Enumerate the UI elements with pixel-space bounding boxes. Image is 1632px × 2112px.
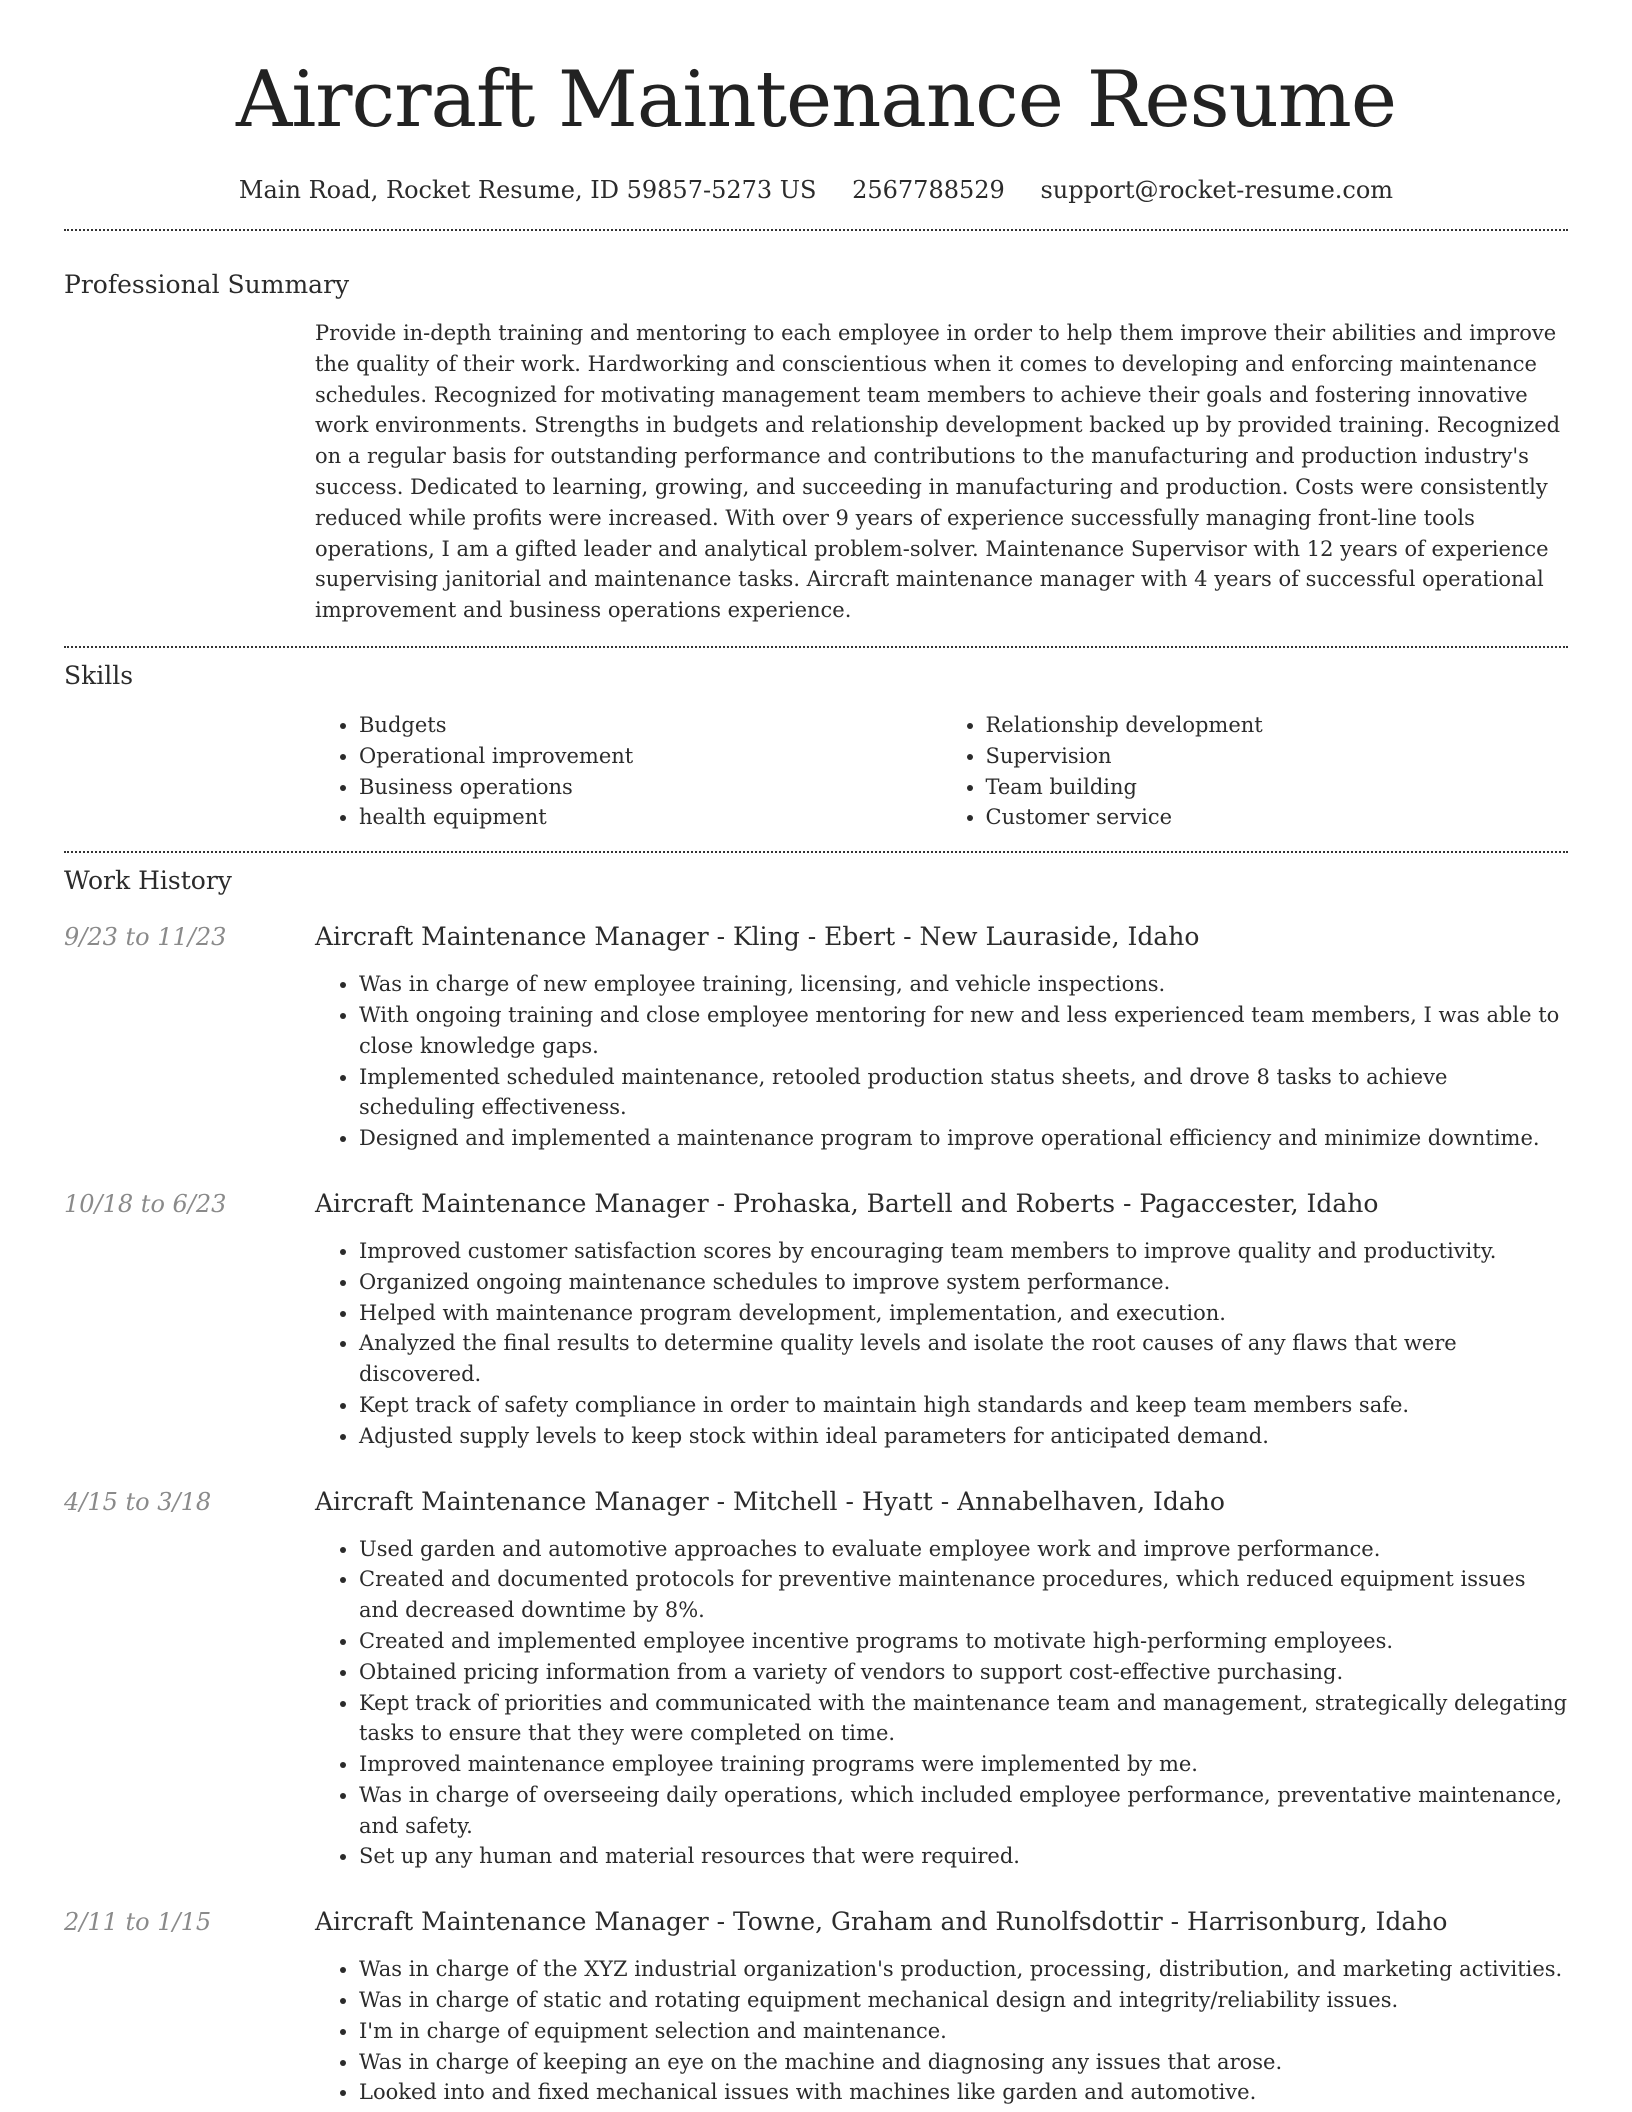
skill-item: • Relationship development (986, 710, 1569, 741)
skills-column-left (315, 710, 942, 833)
job-bullet: • I'm in charge of equipment selection and maintenance. (359, 2016, 1568, 2047)
work-history-heading: Work History (64, 866, 232, 896)
job-dates: 4/15 to 3/18 (64, 1487, 212, 1516)
job-title: Aircraft Maintenance Manager - Mitchell - Hyatt - Annabelhaven, Idaho (315, 1486, 1225, 1516)
skill-item: • Business operations (359, 772, 942, 803)
job-bullet: • Kept track of priorities and communicated with the maintenance team and management, strategically delegating tasks to ensure that they were completed on time. (359, 1688, 1568, 1750)
job-entry (64, 1486, 1568, 1873)
divider (64, 229, 1568, 231)
job-bullet: • Was in charge of the XYZ industrial organization's production, processing, distribution, and marketing activities. (359, 1954, 1568, 1985)
skill-item: • Budgets (359, 710, 942, 741)
job-bullet: • Organized ongoing maintenance schedules to improve system performance. (359, 1267, 1568, 1298)
job-bullets (315, 1954, 1568, 2108)
job-bullet: • Set up any human and material resources that were required. (359, 1841, 1568, 1872)
job-bullet: • Improved customer satisfaction scores by encouraging team members to improve quality and productivity. (359, 1236, 1568, 1267)
contact-email: support@rocket-resume.com (1040, 176, 1394, 204)
job-bullets (315, 1236, 1568, 1452)
job-bullet: • Adjusted supply levels to keep stock within ideal parameters for anticipated demand. (359, 1421, 1568, 1452)
resume-title: Aircraft Maintenance Resume (236, 55, 1396, 145)
job-bullet: • Used garden and automotive approaches to evaluate employee work and improve performance. (359, 1534, 1568, 1565)
skills-column-right (942, 710, 1569, 833)
job-bullet: • Helped with maintenance program development, implementation, and execution. (359, 1298, 1568, 1329)
contact-address: Main Road, Rocket Resume, ID 59857-5273 US (238, 176, 817, 204)
job-title: Aircraft Maintenance Manager - Kling - Ebert - New Lauraside, Idaho (315, 922, 1200, 952)
job-bullet: • Created and implemented employee incentive programs to motivate high-performing employees. (359, 1626, 1568, 1657)
job-bullet: • Looked into and fixed mechanical issues with machines like garden and automotive. (359, 2077, 1568, 2108)
job-entry (64, 1188, 1568, 1452)
job-bullet: • Was in charge of static and rotating equipment mechanical design and integrity/reliability issues. (359, 1985, 1568, 2016)
job-dates: 9/23 to 11/23 (64, 923, 227, 952)
summary-heading: Professional Summary (64, 270, 350, 299)
job-bullet: • Was in charge of keeping an eye on the machine and diagnosing any issues that arose. (359, 2047, 1568, 2078)
job-bullet: • With ongoing training and close employee mentoring for new and less experienced team members, I was able to close knowledge gaps. (359, 1000, 1568, 1062)
skill-item: • Supervision (986, 741, 1569, 772)
job-bullet: • Analyzed the final results to determine quality levels and isolate the root causes of any flaws that were discovered. (359, 1328, 1568, 1390)
job-bullet: • Was in charge of overseeing daily operations, which included employee performance, preventative maintenance, and safety. (359, 1780, 1568, 1842)
job-bullet: • Improved maintenance employee training programs were implemented by me. (359, 1749, 1568, 1780)
resume-page (64, 0, 1568, 2108)
job-bullet: • Obtained pricing information from a variety of vendors to support cost-effective purchasing. (359, 1657, 1568, 1688)
skill-item: • Customer service (986, 802, 1569, 833)
job-bullets (315, 969, 1568, 1154)
skills-heading: Skills (64, 660, 134, 690)
job-entry (64, 921, 1568, 1154)
job-entry (64, 1906, 1568, 2108)
job-bullet: • Designed and implemented a maintenance program to improve operational efficiency and minimize downtime. (359, 1123, 1568, 1154)
job-dates: 2/11 to 1/15 (64, 1908, 212, 1937)
skill-item: • Team building (986, 772, 1569, 803)
job-bullet: • Implemented scheduled maintenance, retooled production status sheets, and drove 8 tasks to achieve scheduling effectiveness. (359, 1062, 1568, 1124)
contact-line (64, 174, 1568, 206)
job-bullet: • Kept track of safety compliance in order to maintain high standards and keep team members safe. (359, 1390, 1568, 1421)
divider (64, 646, 1568, 648)
job-bullet: • Was in charge of new employee training, licensing, and vehicle inspections. (359, 969, 1568, 1000)
job-title: Aircraft Maintenance Manager - Towne, Graham and Runolfsdottir - Harrisonburg, Idaho (315, 1907, 1448, 1937)
skill-item: • health equipment (359, 802, 942, 833)
skills-list (315, 710, 1568, 833)
job-bullet: • Created and documented protocols for preventive maintenance procedures, which reduced equipment issues and decreased downtime by 8%. (359, 1564, 1568, 1626)
job-bullets (315, 1534, 1568, 1873)
divider (64, 851, 1568, 853)
summary-text: Provide in-depth training and mentoring to each employee in order to help them improve their abilities and improve the quality of their work. Hardworking and conscientious when it comes to developing and enforcing maintenance schedules. Recognized for motivating management team members to achieve their goals and fostering innovative work environments. Strengths in budgets and relationship development backed up by provided training. Recognized on a regular basis for outstanding performance and contributions to the manufacturing and production industry's success. Dedicated to learning, growing, and succeeding in manufacturing and production. Costs were consistently reduced while profits were increased. With over 9 years of experience successfully managing front-line tools operations, I am a gifted leader and analytical problem-solver. Maintenance Supervisor with 12 years of experience supervising janitorial and maintenance tasks. Aircraft maintenance manager with 4 years of successful operational improvement and business operations experience. (315, 321, 1561, 623)
skill-item: • Operational improvement (359, 741, 942, 772)
contact-phone: 2567788529 (852, 176, 1005, 204)
job-dates: 10/18 to 6/23 (64, 1189, 227, 1218)
job-title: Aircraft Maintenance Manager - Prohaska, Bartell and Roberts - Pagaccester, Idaho (315, 1188, 1379, 1218)
